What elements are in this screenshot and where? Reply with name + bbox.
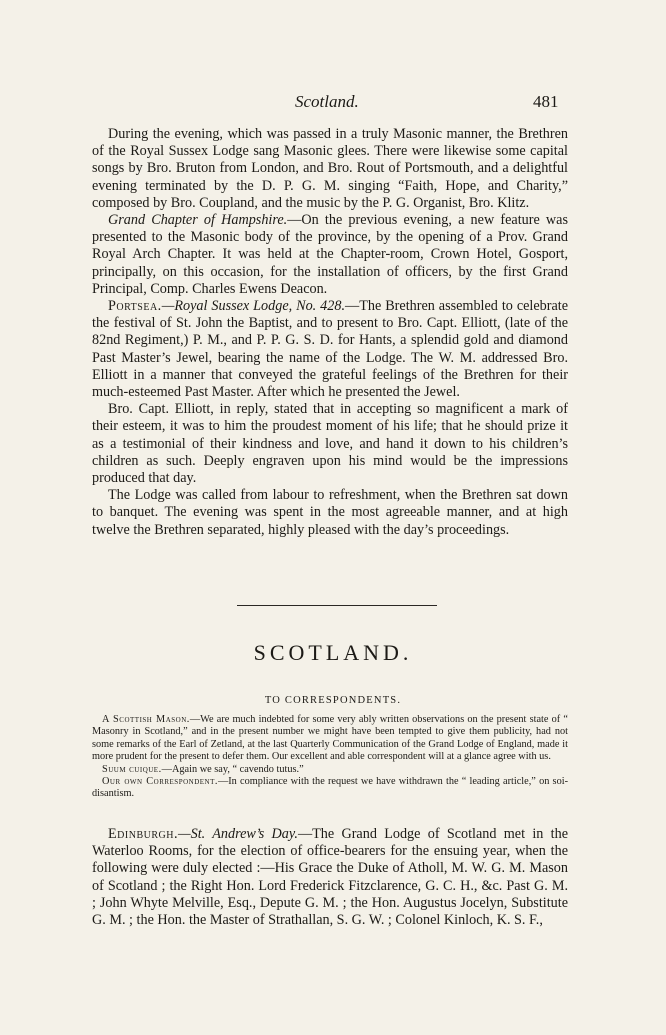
portsea-text: —The Brethren assembled to celebrate the festival of St. John the Baptist, and to present to Bro. Capt. Elliott, (late of the 82nd Regiment,) P. M., and P. P. G. S. D. for Hants, a splendid gold and diamond Past Master’s Jewel, bearing the name of the Lodge. The W. M. addressed Bro. Elliott in a manner that conveyed the grateful feelings of the Brethren for their much-esteemed Past Master. After which he presented the Jewel. [92,298,569,401]
edinburgh-section [92,826,568,929]
paragraph-edinburgh [92,826,568,929]
edinburgh-heading: Edinburgh. [108,826,178,842]
st-andrews-day: —St. Andrew’s Day. [178,826,298,842]
note-lead: Suum cuique. [102,763,162,775]
note-lead: A Scottish Mason. [102,714,190,725]
running-head [0,92,666,116]
note-lead: Our own Correspondent. [102,776,218,788]
page-number: 481 [533,92,559,111]
paragraph-evening: During the evening, which was passed in a truly Masonic manner, the Brethren of the Royal Sussex Lodge sang Masonic glees. There were likewise some capital songs by Bro. Bruton from London, and Bro. Rout of Portsmouth, and a delightful evening terminated by the D. P. G. M. singing “Faith, Hope, and Charity,” composed by Bro. Coupland, and the music by the P. G. Organist, Bro. Klitz. [92,126,568,211]
lodge-name: —Royal Sussex Lodge, No. 428. [161,298,346,315]
note-text: —Again we say, “ cavendo tutus.” [161,763,304,775]
correspondents-heading: TO CORRESPONDENTS. [264,695,402,706]
edinburgh-text: —The Grand Lodge of Scotland met in the Waterloo Rooms, for the election of office-bearers for the ensuing year, when the following were duly elected :—His Grace the Duke of Atholl, M. W. G. M. Mason of Scotland ; the Right Hon. Lord Frederick Fitzclarence, G. C. H., &c. Past G. M. ; John Whyte Melville, Esq., Depute G. M. ; the Hon. Augustus Jocelyn, Substitute G. M. ; the Hon. the Master of Strathallan, S. G. W. ; Colonel Kinloch, K. S. F., [92,826,568,929]
paragraph-portsea [92,298,568,401]
grand-chapter-text: —On the previous evening, a new feature was presented to the Masonic body of the province, by the opening of a Prov. Grand Royal Arch Chapter. It was held at the Chapter-room, Crown Hotel, Gosport, principally, on this occasion, for the installation of officers, by the first Grand Principal, Comp. Charles Ewens Deacon. [92,212,568,297]
paragraph-elliott-reply: Bro. Capt. Elliott, in reply, stated that in accepting so magnificent a mark of their esteem, it was to him the proudest moment of his life; that he should prize it as a testimonial of their kindness and love, and hand it down to his children’s children as such. Deeply engraven upon his mind would be the impressions produced that day. [92,401,568,487]
note-scottish-mason [92,714,568,764]
note-text: —We are much indebted for some very ably written observations on the present state of “ Masonry in Scotland,” and in the present number we might have been tempted to give them publicity, had not some remarks of the Earl of Zetland, at the last Quarterly Communication of the Grand Lodge of England, made it more prudent for the present to defer them. Our excellent and able correspondent will at a glance agree with us. [92,714,568,763]
running-title: Scotland. [295,92,359,111]
paragraph-grand-chapter [92,212,568,298]
note-own-correspondent [92,776,568,801]
correspondent-notes [92,714,568,801]
portsea-heading: Portsea. [108,298,162,315]
section-divider [237,605,437,606]
paragraph-banquet: The Lodge was called from labour to refreshment, when the Brethren sat down to banquet. The evening was spent in the most agreeable manner, and at high twelve the Brethren separated, highly pleased with the day’s proceedings. [92,487,568,538]
body-text [92,126,568,539]
section-heading: SCOTLAND. [253,640,413,665]
note-text: —In compliance with the request we have withdrawn the “ leading article,” on soi-disantism. [92,776,569,800]
note-suum-cuique [92,764,568,776]
grand-chapter-heading: Grand Chapter of Hampshire. [108,212,288,229]
